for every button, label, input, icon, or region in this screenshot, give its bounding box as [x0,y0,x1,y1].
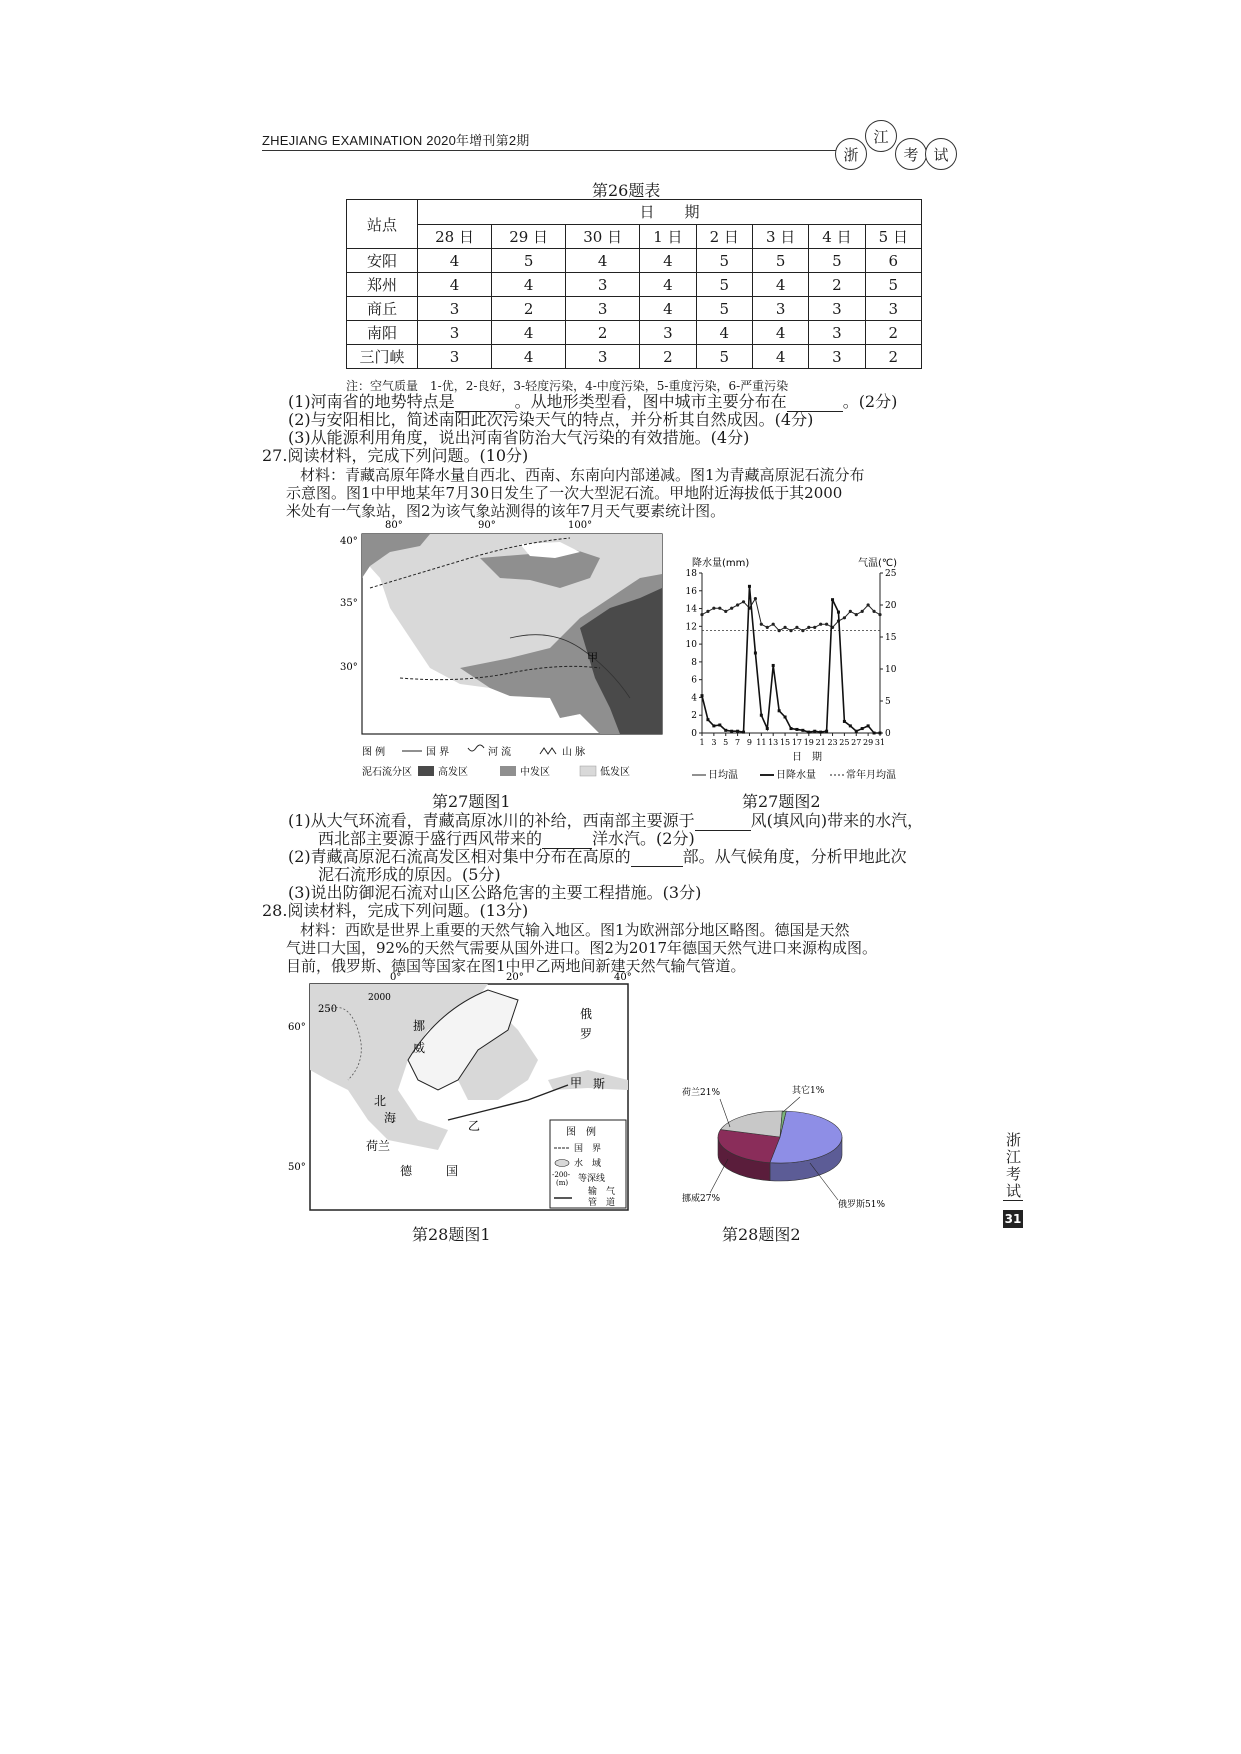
table26-caption: 第26题表 [592,181,661,200]
x-tick-label: 31 [874,738,886,747]
value-cell: 6 [865,249,921,273]
date-cell: 3 日 [752,224,808,249]
temp-point [795,626,798,629]
value-cell: 5 [696,273,752,297]
seal-char-4: 试 [925,138,957,170]
q27-p2-text-b: 部。从气候角度，分析甲地此次 [682,847,907,866]
place-label: 国 [446,1164,459,1178]
page-number: 31 [1004,1212,1022,1226]
y-left-tick-label: 14 [685,604,697,615]
point-jia-label: 甲 [587,651,598,664]
value-cell: 4 [640,297,696,321]
value-cell: 2 [865,321,921,345]
temp-point [807,626,810,629]
header-rule [262,150,845,151]
q28-material-line2: 气进口大国，92%的天然气需要从国外进口。图2为2017年德国天然气进口来源构成图。 [286,939,878,957]
q28-title: 28.阅读材料，完成下列问题。(13分) [262,901,529,920]
y-right-tick-label: 10 [885,665,897,675]
x-tick-label: 5 [723,738,729,747]
legend-item: 等深线 [578,1174,606,1184]
lat-label: 50° [288,1162,306,1173]
place-label: 北 [374,1094,387,1108]
precip-point [718,724,721,727]
q27-p2-text-a: (2)青藏高原泥石流高发区相对集中分布在高原的 [288,847,631,866]
fig27-1-caption: 第27题图1 [432,792,511,811]
y-right-tick-label: 0 [885,729,891,739]
y-left-tick-label: 16 [685,586,697,597]
precip-point [784,716,787,719]
value-cell: 2 [640,345,696,369]
q27-material-line3: 米处有一气象站，图2为该气象站测得的该年7月天气要素统计图。 [286,502,726,520]
precip-point [754,652,757,655]
temp-point [872,610,875,613]
value-cell: 3 [418,297,492,321]
temp-point [700,613,703,616]
legend-item: 国 界 [574,1144,602,1154]
value-cell: 3 [809,321,865,345]
q27-p1-text-b: 风(填风向)带来的水汽， [750,811,924,830]
precip-point [778,709,781,712]
lon-label: 20° [506,972,524,983]
q27-material-line1: 材料：青藏高原年降水量自西北、西南、东南向内部递减。图1为青藏高原泥石流分布 [300,466,865,484]
x-tick-label: 23 [827,738,838,747]
water-legend-icon [555,1160,569,1167]
value-cell: 4 [418,273,492,297]
value-cell: 4 [752,345,808,369]
temp-point [843,616,846,619]
fig28-2-caption: 第28题图2 [722,1225,801,1244]
europe-map [288,970,633,1215]
lat-label: 60° [288,1022,306,1033]
mountain-legend-icon [540,748,556,754]
precip-point [772,664,775,667]
value-cell: 4 [640,273,696,297]
x-tick-label: 11 [756,738,767,747]
date-cell: 2 日 [696,224,752,249]
pie-label: 荷兰21% [682,1088,721,1098]
date-header: 日 期 [418,200,922,225]
precip-line [702,586,880,733]
legend-mid: 中发区 [520,767,550,778]
y-right-tick-label: 25 [885,569,897,579]
date-cell: 28 日 [418,224,492,249]
q27-p1-text-c: 西北部主要源于盛行西风带来的 [318,829,543,848]
temp-point [801,629,804,632]
q27-part3: (3)说出防御泥石流对山区公路危害的主要工程措施。(3分) [288,883,702,902]
date-cell: 29 日 [492,224,566,249]
chart-legend [692,768,896,781]
q27-material-line2: 示意图。图1中甲地某年7月30日发生了一次大型泥石流。甲地附近海拔低于其2000 [286,484,843,502]
side-journal-label: 浙江考试 [1004,1132,1022,1200]
temp-point [855,613,858,616]
station-header: 站点 [347,200,418,249]
value-cell: 3 [418,321,492,345]
seal-char-3: 考 [895,138,927,170]
precip-point [819,731,822,734]
x-axis-label: 日 期 [792,752,822,763]
q28-material-line1: 材料：西欧是世界上重要的天然气输入地区。图1为欧洲部分地区略图。德国是天然 [300,921,850,939]
value-cell: 2 [492,297,566,321]
air-quality-table [346,199,922,369]
value-cell: 4 [566,249,640,273]
precip-point [831,598,834,601]
temp-point [730,607,733,610]
x-tick-label: 7 [735,738,741,747]
y-right-label: 气温(℃) [858,558,898,569]
temp-point [772,623,775,626]
place-label: 俄 [580,1007,593,1021]
q26-p1-text-a: (1)河南省的地势特点是 [288,392,455,411]
value-cell: 3 [640,321,696,345]
precip-point [748,585,751,588]
pie-label-leader [720,1099,730,1127]
place-label: 斯 [593,1077,606,1091]
value-cell: 3 [566,297,640,321]
value-cell: 3 [566,273,640,297]
value-cell: 5 [696,297,752,321]
value-cell: 4 [492,345,566,369]
y-left-tick-label: 4 [691,693,697,704]
value-cell: 5 [809,249,865,273]
table-row [347,273,922,297]
value-cell: 4 [752,321,808,345]
q26-p1-text-c: 。(2分) [842,392,898,411]
value-cell: 5 [865,273,921,297]
date-cell: 1 日 [640,224,696,249]
depth-label: 250 [318,1004,338,1015]
y-left-tick-label: 2 [691,711,697,722]
y-right-tick-label: 20 [885,601,897,611]
date-cell: 4 日 [809,224,865,249]
station-cell: 南阳 [347,321,418,345]
y-left-label: 降水量(mm) [692,558,750,569]
place-label: 威 [413,1041,426,1055]
weather-chart [680,555,920,795]
place-label: 甲 [570,1076,583,1090]
place-label: 罗 [580,1027,593,1041]
depth-label: 2000 [368,993,391,1003]
temp-point [813,626,816,629]
x-tick-label: 15 [779,738,791,747]
y-right-tick-label: 5 [885,697,891,707]
q27-part1-line2 [318,829,695,849]
value-cell: 5 [696,345,752,369]
precip-point [867,724,870,727]
answer-blank[interactable] [631,850,683,867]
value-cell: 2 [865,345,921,369]
precip-point [879,732,882,735]
value-cell: 5 [696,249,752,273]
legend-title: 图 例 [566,1127,596,1138]
legend-item: 水 域 [574,1159,602,1169]
q27-part2-line2: 泥石流形成的原因。(5分) [318,865,501,884]
x-tick-label: 1 [699,738,705,747]
pie-label-leader [710,1159,728,1193]
temp-point [867,603,870,606]
precip-point [736,730,739,733]
river-legend-icon [468,745,484,751]
temp-point [861,610,864,613]
place-label: 挪 [413,1019,426,1033]
precip-point [701,694,704,697]
legend-zone-title: 泥石流分区 [362,767,412,778]
station-cell: 郑州 [347,273,418,297]
q26-part2: (2)与安阳相比，简述南阳此次污染天气的特点，并分析其自然成因。(4分) [288,410,814,429]
q26-part3: (3)从能源利用角度，说出河南省防治大气污染的有效措施。(4分) [288,428,750,447]
value-cell: 3 [566,345,640,369]
q27-p1-text-d: 洋水汽。(2分) [592,829,695,848]
y-left-tick-label: 8 [691,657,697,668]
y-left-tick-label: 10 [685,640,697,651]
temp-point [849,610,852,613]
temp-point [778,629,781,632]
value-cell: 3 [809,297,865,321]
legend-item: 管 道 [588,1198,616,1208]
value-cell: 5 [492,249,566,273]
precip-point [760,714,763,717]
value-cell: 4 [492,321,566,345]
temp-point [706,610,709,613]
precip-point [730,730,733,733]
place-label: 海 [384,1111,397,1125]
y-left-tick-label: 12 [685,622,697,633]
legend-depth-sample: -200- [552,1171,571,1179]
precip-point [790,727,793,730]
value-cell: 5 [752,249,808,273]
table-row [347,321,922,345]
legend-title: 图 例 [362,747,386,758]
lat-label: 30° [340,662,358,673]
q27-part1-line1 [288,811,923,831]
x-tick-label: 19 [803,738,814,747]
q28-material-line3: 目前，俄罗斯、德国等国家在图1中甲乙两地间新建天然气输气管道。 [286,957,746,975]
legend-mountain: 山 脉 [562,747,586,758]
q27-title: 27.阅读材料，完成下列问题。(10分) [262,446,529,465]
q27-p1-text-a: (1)从大气环流看，青藏高原冰川的补给，西南部主要源于 [288,811,695,830]
answer-blank[interactable] [695,814,751,831]
precip-point [795,728,798,731]
temp-point [742,600,745,603]
fig27-2-caption: 第27题图2 [742,792,821,811]
temp-point [760,623,763,626]
station-cell: 安阳 [347,249,418,273]
lon-label: 0° [390,972,402,983]
temp-point [754,597,757,600]
x-tick-label: 3 [711,738,717,747]
seal-char-2: 江 [865,120,897,152]
journal-header: ZHEJIANG EXAMINATION 2020年增刊第2期 [262,133,530,148]
tibet-debris-flow-map [340,518,670,788]
value-cell: 2 [809,273,865,297]
precip-point [825,730,828,733]
precip-point [843,720,846,723]
pie-label: 挪威27% [682,1194,721,1204]
x-tick-label: 27 [851,738,862,747]
date-row [347,224,922,249]
legend-normal: 常年月均温 [846,770,896,781]
lat-label: 40° [340,536,358,547]
precip-point [813,730,816,733]
pie-label-leader [783,1097,800,1112]
table-row [347,297,922,321]
precip-point [742,731,745,734]
precip-point [807,731,810,734]
side-rule [1003,1200,1023,1201]
legend-high-swatch [418,766,434,776]
temp-point [724,610,727,613]
legend-low-swatch [580,766,596,776]
temp-point [878,613,881,616]
legend-item: 输 气 [588,1187,616,1197]
date-cell: 30 日 [566,224,640,249]
place-label: 德 [400,1164,413,1178]
temp-point [789,629,792,632]
precip-point [712,724,715,727]
q26-p1-text-b: 。从地形类型看，图中城市主要分布在 [514,392,787,411]
station-cell: 商丘 [347,297,418,321]
legend-depth-unit: (m) [556,1179,569,1187]
place-label: 荷兰 [366,1139,391,1153]
x-tick-label: 29 [863,738,874,747]
station-cell: 三门峡 [347,345,418,369]
precip-point [855,730,858,733]
value-cell: 4 [418,249,492,273]
table-row [347,249,922,273]
legend-mid-swatch [500,766,516,776]
x-tick-label: 9 [746,738,753,747]
lon-label: 100° [568,520,593,531]
precip-point [724,729,727,732]
legend-river: 河 流 [488,747,512,758]
x-tick-label: 13 [768,738,779,747]
y-right-tick-label: 15 [885,633,897,643]
x-tick-label: 21 [815,738,826,747]
lat-label: 35° [340,598,358,609]
q27-part2-line1 [288,847,907,867]
q26-part1 [288,392,897,412]
pie-label: 其它1% [792,1086,825,1096]
value-cell: 2 [566,321,640,345]
legend-temp: 日均温 [708,770,738,781]
temp-point [736,603,739,606]
table26-note: 注：空气质量 1-优，2-良好，3-轻度污染，4-中度污染，5-重度污染，6-严重污染 [346,379,789,393]
value-cell: 4 [696,321,752,345]
temp-point [712,607,715,610]
precip-point [849,724,852,727]
precip-point [706,718,709,721]
precip-point [837,611,840,614]
value-cell: 3 [865,297,921,321]
temp-point [825,623,828,626]
lon-label: 40° [614,972,632,983]
x-tick-label: 25 [839,738,850,747]
y-left-tick-label: 6 [691,675,697,686]
x-tick-label: 17 [791,738,803,747]
seal-char-1: 浙 [835,138,867,170]
precip-point [861,727,864,730]
legend-precip: 日降水量 [776,770,816,781]
value-cell: 3 [752,297,808,321]
value-cell: 4 [640,249,696,273]
value-cell: 4 [752,273,808,297]
precip-point [873,732,876,735]
temp-point [718,607,721,610]
place-label: 乙 [468,1119,481,1133]
y-left-tick-label: 18 [685,569,697,579]
value-cell: 3 [809,345,865,369]
legend-low: 低发区 [600,767,630,778]
value-cell: 3 [418,345,492,369]
temp-point [766,626,769,629]
legend-high: 高发区 [438,767,468,778]
precip-point [801,729,804,732]
date-cell: 5 日 [865,224,921,249]
fig28-1-caption: 第28题图1 [412,1225,491,1244]
legend-border: 国 界 [426,747,450,758]
temp-line [702,599,880,631]
temp-point [783,626,786,629]
pie-label: 俄罗斯51% [838,1200,886,1210]
lon-label: 90° [478,520,496,531]
value-cell: 4 [492,273,566,297]
lon-label: 80° [385,520,403,531]
gas-import-pie [680,1085,886,1210]
temp-point [819,623,822,626]
table-row [347,345,922,369]
precip-point [766,727,769,730]
y-left-tick-label: 0 [691,729,697,739]
